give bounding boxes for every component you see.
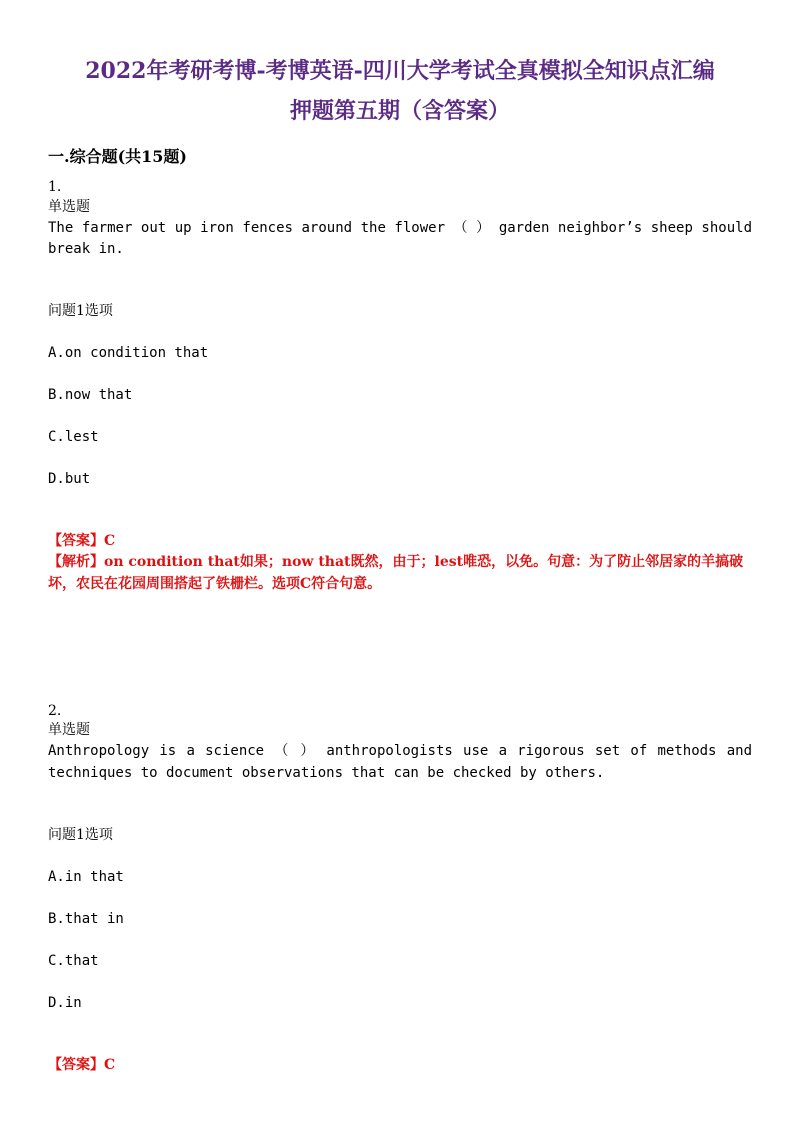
- options-heading: 问题1选项: [48, 827, 113, 843]
- question-stem-line-2: break in.: [48, 241, 124, 257]
- question-type: 单选题: [48, 199, 90, 215]
- explanation-text: 【解析】on condition that如果；now that既然，由于；lest唯恐，以免。句意：为了防止邻居家的羊搞破坏，农民在花园周围搭起了铁栅栏。选项C符合句意。: [48, 554, 744, 592]
- question-number: 1.: [48, 179, 62, 195]
- option-b[interactable]: B.that in: [48, 911, 124, 927]
- document-title-line-1: 2022年考研考博-考博英语-四川大学考试全真模拟全知识点汇编: [85, 58, 715, 84]
- option-d[interactable]: D.in: [48, 995, 82, 1011]
- option-b[interactable]: B.now that: [48, 387, 133, 403]
- section-heading: 一.综合题(共15题): [48, 147, 187, 166]
- question-stem-line-2: techniques to document observations that can be checked by others.: [48, 765, 605, 781]
- option-a[interactable]: A.on condition that: [48, 345, 209, 361]
- question-stem-line-1: The farmer out up iron fences around the flower （ ） garden neighbor’s sheep should: [48, 220, 752, 236]
- option-c[interactable]: C.that: [48, 953, 99, 969]
- option-c[interactable]: C.lest: [48, 429, 99, 445]
- option-a[interactable]: A.in that: [48, 869, 124, 885]
- answer-label: 【答案】C: [48, 533, 116, 549]
- options-heading: 问题1选项: [48, 303, 113, 319]
- question-number: 2.: [48, 703, 62, 719]
- question-stem-line-1: Anthropology is a science （ ） anthropologists use a rigorous set of methods and: [48, 743, 752, 759]
- document-title-line-2: 押题第五期（含答案）: [289, 98, 510, 124]
- option-d[interactable]: D.but: [48, 471, 91, 487]
- question-type: 单选题: [48, 722, 90, 738]
- answer-label: 【答案】C: [48, 1057, 116, 1073]
